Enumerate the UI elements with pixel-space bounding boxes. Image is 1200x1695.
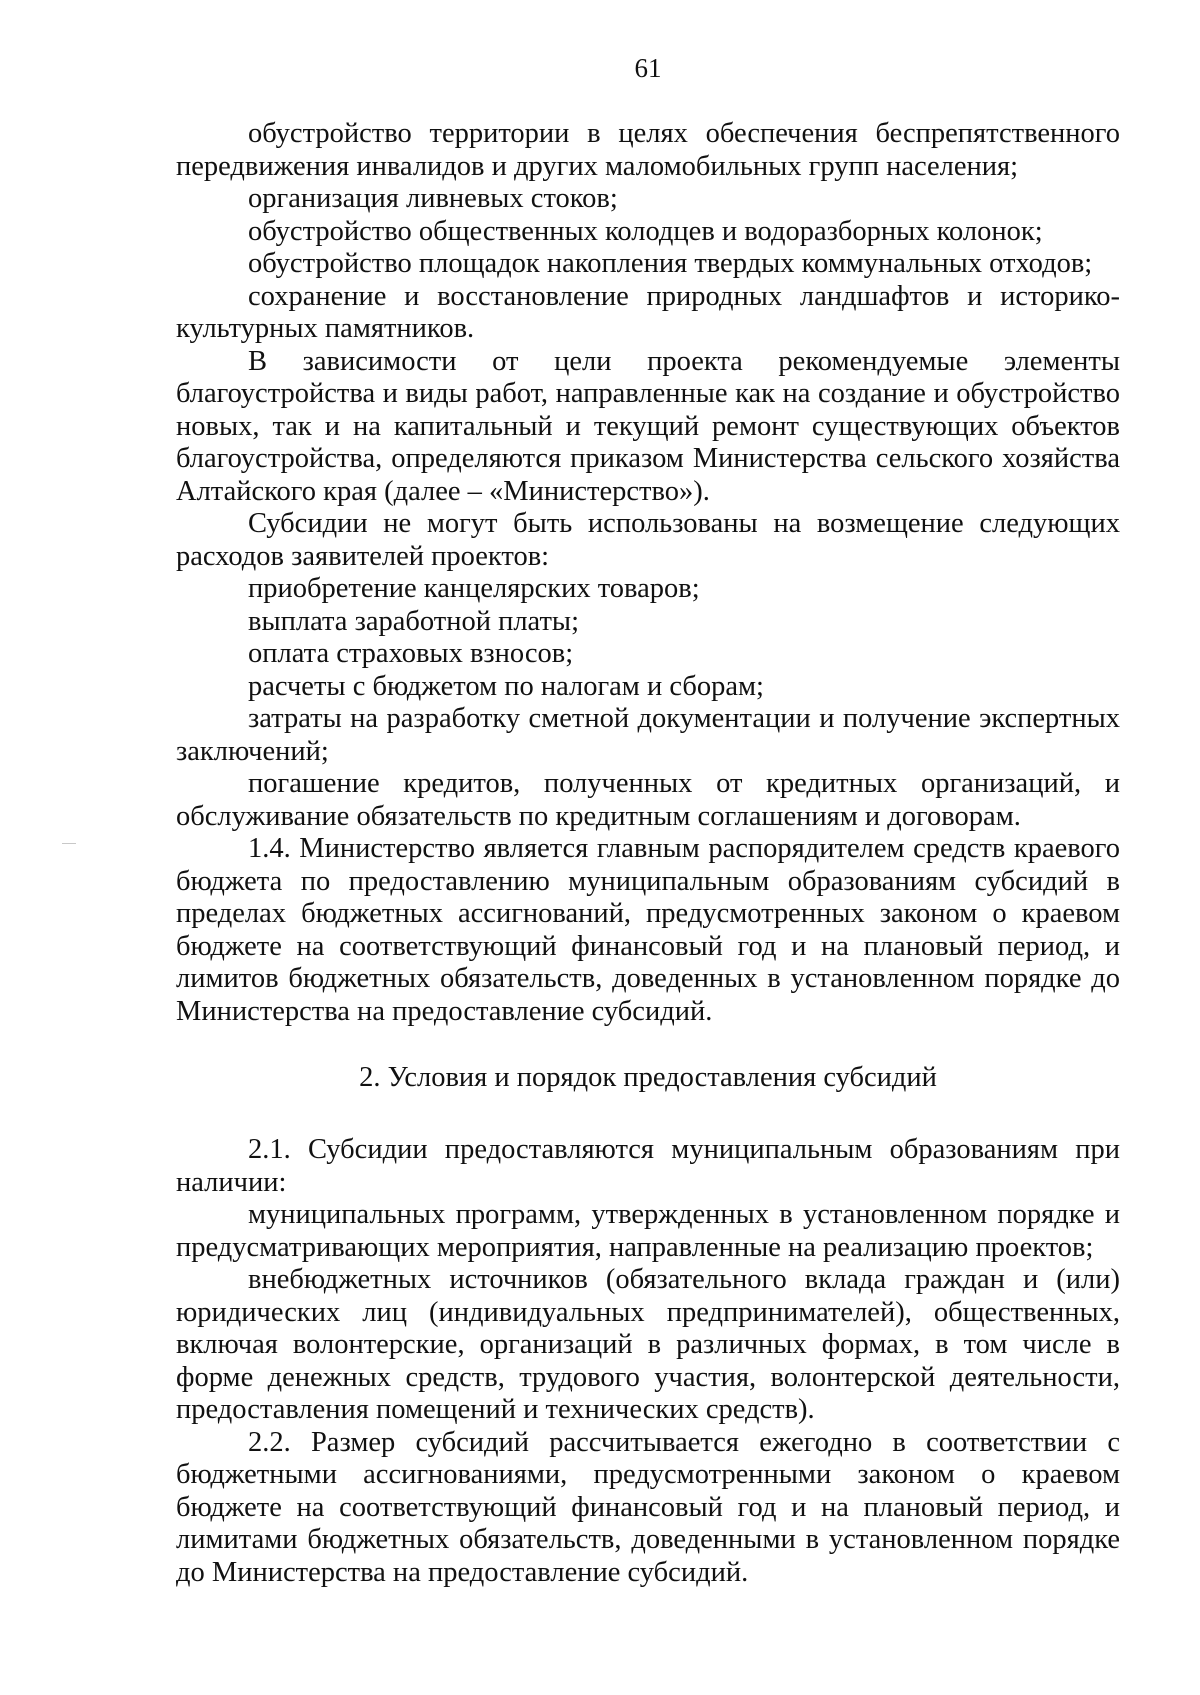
paragraph: В зависимости от цели проекта рекомендуемые элементы благоустройства и виды работ, направленные как на создание и обустройство новых, так и на капитальный и текущий ремонт существующих объектов благоустройства, определяются приказом Министерства сельского хозяйства Алтайского края (далее – «Министерство»). bbox=[176, 345, 1120, 507]
paragraph: затраты на разработку сметной документации и получение экспертных заключений; bbox=[176, 703, 1120, 767]
paragraph: организация ливневых стоков; bbox=[248, 183, 618, 214]
paragraph: оплата страховых взносов; bbox=[248, 638, 574, 669]
paragraph: приобретение канцелярских товаров; bbox=[248, 573, 700, 604]
paragraph: муниципальных программ, утвержденных в установленном порядке и предусматривающих мероприятия, направленные на реализацию проектов; bbox=[176, 1199, 1120, 1263]
paragraph: Субсидии не могут быть использованы на возмещение следующих расходов заявителей проектов: bbox=[176, 508, 1120, 572]
paragraph: 2.1. Субсидии предоставляются муниципальным образованиям при наличии: bbox=[176, 1134, 1120, 1198]
paragraph: 1.4. Министерство является главным распорядителем средств краевого бюджета по предоставлению муниципальным образованиям субсидий в пределах бюджетных ассигнований, предусмотренных законом о краевом бюджете на соответствующий финансовый год и на плановый период, и лимитов бюджетных обязательств, доведенных в установленном порядке до Министерства на предоставление субсидий. bbox=[176, 833, 1120, 1027]
paragraph: сохранение и восстановление природных ландшафтов и историко-культурных памятников. bbox=[176, 280, 1120, 344]
paragraph: расчеты с бюджетом по налогам и сборам; bbox=[248, 670, 764, 702]
paragraph: погашение кредитов, полученных от кредитных организаций, и обслуживание обязательств по кредитным соглашениям и договорам. bbox=[176, 768, 1120, 832]
scan-margin-mark bbox=[62, 843, 76, 844]
paragraph: 2.2. Размер субсидий рассчитывается ежегодно в соответствии с бюджетными ассигнованиями, предусмотренными законом о краевом бюджете на соответствующий финансовый год и на плановый период, и лимитами бюджетных обязательств, доведенными в установленном порядке до Министерства на предоставление субсидий. bbox=[176, 1426, 1120, 1588]
document-body bbox=[176, 118, 1120, 1589]
paragraph: обустройство территории в целях обеспечения беспрепятственного передвижения инвалидов и других маломобильных групп населения; bbox=[176, 118, 1120, 182]
paragraph: обустройство общественных колодцев и водоразборных колонок; bbox=[248, 215, 1043, 247]
paragraph: обустройство площадок накопления твердых коммунальных отходов; bbox=[248, 248, 1093, 279]
section-heading: 2. Условия и порядок предоставления субсидий bbox=[359, 1062, 937, 1093]
paragraph: выплата заработной платы; bbox=[248, 605, 579, 637]
paragraph: внебюджетных источников (обязательного вклада граждан и (или) юридических лиц (индивидуальных предпринимателей), общественных, включая волонтерские, организаций в различных формах, в том числе в форме денежных средств, трудового участия, волонтерской деятельности, предоставления помещений и технических средств). bbox=[176, 1264, 1120, 1425]
page-number: 61 bbox=[634, 53, 662, 83]
